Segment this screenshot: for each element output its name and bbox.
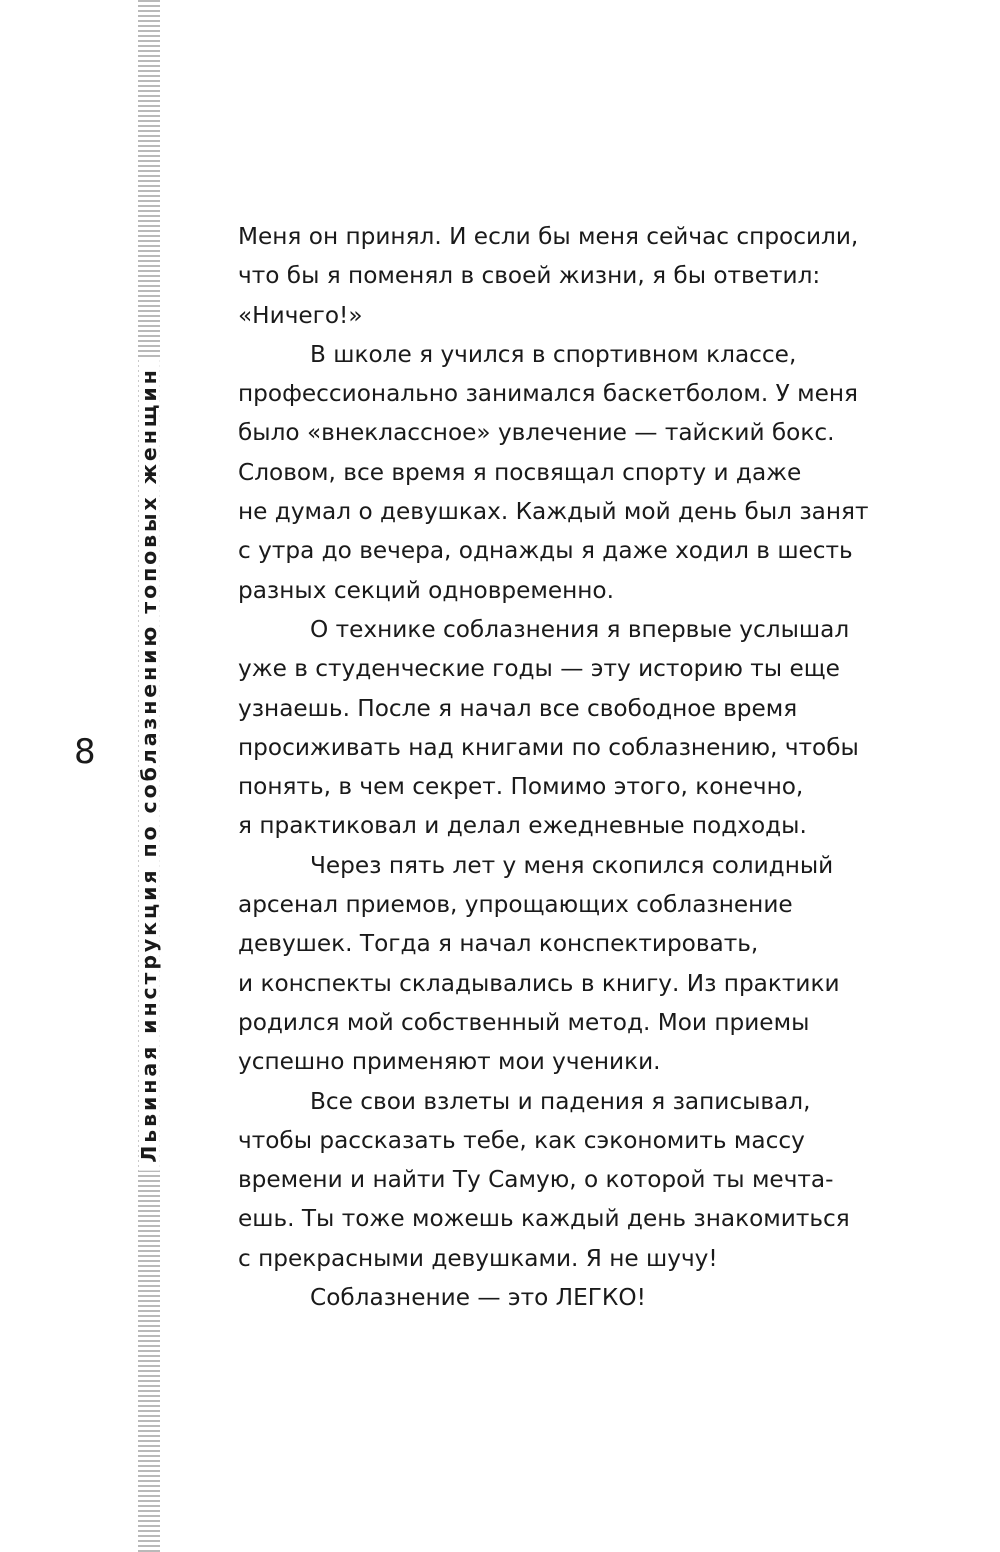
text-line: арсенал приемов, упрощающих соблазнение	[238, 891, 793, 919]
text-line: узнаешь. После я начал все свободное время	[238, 694, 798, 722]
text-line: времени и найти Ту Самую, о которой ты мечта-	[238, 1166, 834, 1194]
paragraph	[238, 610, 859, 846]
text-line: О технике соблазнения я впервые услышал	[310, 615, 850, 643]
text-line: было «внеклассное» увлечение — тайский бокс.	[238, 419, 835, 447]
text-line: родился мой собственный метод. Мои приемы	[238, 1008, 810, 1036]
text-line: ешь. Ты тоже можешь каждый день знакомиться	[238, 1205, 850, 1233]
text-line: я практиковал и делал ежедневные подходы.	[238, 812, 807, 840]
paragraph	[238, 846, 842, 1082]
text-line: разных секций одновременно.	[238, 576, 614, 604]
page-number: 8	[74, 732, 96, 772]
text-line: «Ничего!»	[238, 301, 363, 329]
text-line: Меня он принял. И если бы меня сейчас спросили,	[238, 223, 859, 250]
paragraph	[238, 217, 859, 335]
text-line: с утра до вечера, однажды я даже ходил в шесть	[238, 537, 853, 565]
text-line: девушек. Тогда я начал конспектировать,	[238, 930, 759, 958]
paragraph	[238, 1082, 850, 1278]
paragraph	[238, 1278, 842, 1317]
body-text	[238, 217, 869, 1317]
text-line: с прекрасными девушками. Я не шучу!	[238, 1244, 718, 1272]
text-line: просиживать над книгами по соблазнению, чтобы	[238, 733, 859, 761]
text-line: чтобы рассказать тебе, как сэкономить массу	[238, 1126, 805, 1154]
text-line: успешно применяют мои ученики.	[238, 1048, 661, 1076]
text-line: Словом, все время я посвящал спорту и даже	[238, 458, 802, 486]
text-line: Через пять лет у меня скопился солидный	[310, 851, 834, 879]
text-line: что бы я поменял в своей жизни, я бы ответил:	[238, 262, 821, 290]
text-line: Все свои взлеты и падения я записывал,	[310, 1087, 811, 1115]
text-line: не думал о девушках. Каждый мой день был занят	[238, 498, 869, 526]
text-line: и конспекты складывались в книгу. Из практики	[238, 969, 840, 997]
text-line: В школе я учился в спортивном классе,	[310, 340, 797, 368]
text-line: понять, в чем секрет. Помимо этого, конечно,	[238, 773, 804, 801]
running-title: Львиная инструкция по соблазнению топовых женщин	[139, 359, 160, 1170]
text-line: Соблазнение — это ЛЕГКО!	[310, 1284, 646, 1312]
paragraph	[238, 335, 869, 610]
text-line: уже в студенческие годы — эту историю ты еще	[238, 655, 840, 683]
text-line: профессионально занимался баскетболом. У меня	[238, 380, 858, 408]
